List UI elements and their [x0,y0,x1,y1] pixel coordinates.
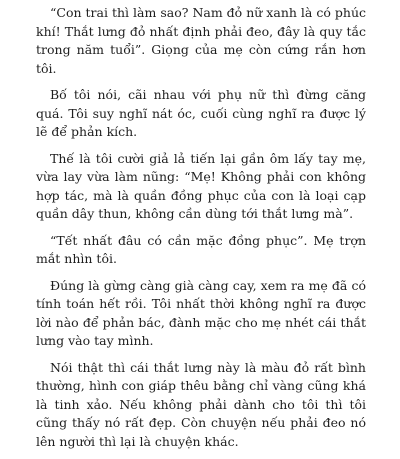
body-text [36,4,366,459]
paragraph-2: Bố tôi nói, cãi nhau với phụ nữ thì đừng căng quá. Tôi suy nghĩ nát óc, cuối cùng nghĩ ra được lý lẽ để phản kích. [36,87,366,139]
paragraph-1: “Con trai thì làm sao? Nam đỏ nữ xanh là có phúc khí! Thắt lưng đỏ nhất định phải đeo, đây là quy tắc trong năm tuổi”. Giọng của mẹ còn cứng rắn hơn tôi. [36,5,366,76]
paragraph-5: Đúng là gừng càng già càng cay, xem ra mẹ đã có tính toán hết rồi. Tôi nhất thời không nghĩ ra được lời nào để phản bác, đành mặc cho mẹ nhét cái thắt lưng vào tay mình. [36,277,366,348]
paragraph-4: “Tết nhất đâu có cần mặc đồng phục”. Mẹ trợn mắt nhìn tôi. [36,232,366,266]
paragraph-3: Thế là tôi cười giả lả tiến lại gần ôm lấy tay mẹ, vừa lay vừa làm nũng: “Mẹ! Không phải con không hợp tác, mà là quần đồng phục của con là loại cạp quần dây thun, không cần dùng tới thắt lưng mà”. [36,150,366,221]
paragraph-6: Nói thật thì cái thắt lưng này là màu đỏ rất bình thường, hình con giáp thêu bằng chỉ vàng cũng khá là tinh xảo. Nếu không phải dành cho tôi thì tôi cũng thấy nó rất đẹp. Còn chuyện nếu phải đeo nó lên người thì lại là chuyện khác. [36,359,366,449]
